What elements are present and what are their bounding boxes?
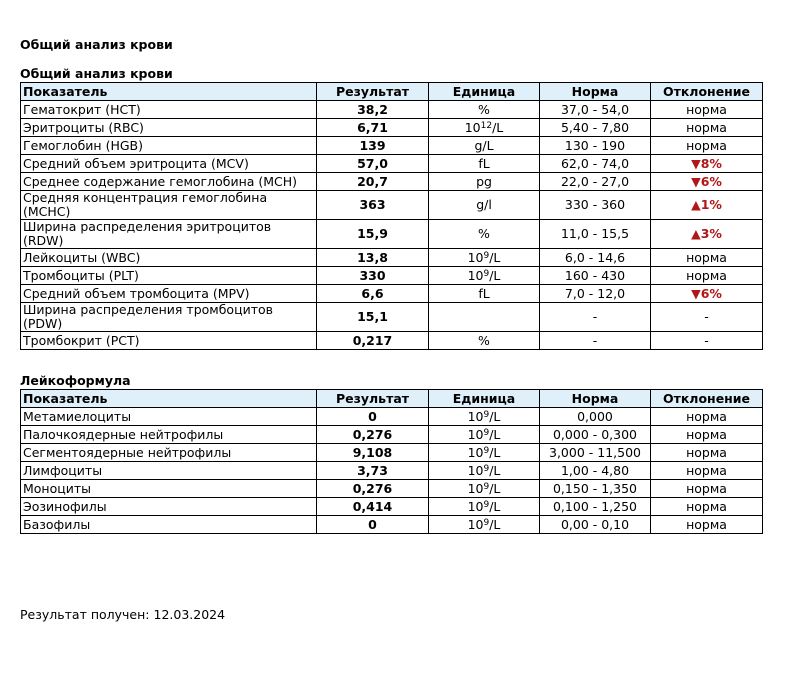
row-norm: 0,150 - 1,350 bbox=[540, 480, 651, 498]
row-deviation: норма bbox=[651, 267, 763, 285]
header-unit: Единица bbox=[429, 83, 540, 101]
row-norm: 0,00 - 0,10 bbox=[540, 516, 651, 534]
table-row bbox=[21, 332, 763, 350]
deviation-flag: ▲3% bbox=[651, 220, 763, 249]
row-name: Сегментоядерные нейтрофилы bbox=[21, 444, 317, 462]
row-name: Эозинофилы bbox=[21, 498, 317, 516]
row-result: 0,276 bbox=[317, 426, 429, 444]
unit-base: 10 bbox=[467, 427, 484, 442]
row-unit bbox=[429, 426, 540, 444]
row-name: Средний объем эритроцита (MCV) bbox=[21, 155, 317, 173]
row-result: 9,108 bbox=[317, 444, 429, 462]
unit-exponent: 9 bbox=[483, 410, 490, 420]
row-unit bbox=[429, 101, 540, 119]
section-cbc bbox=[20, 66, 763, 350]
row-deviation: норма bbox=[651, 249, 763, 267]
row-result: 139 bbox=[317, 137, 429, 155]
deviation-flag: ▼6% bbox=[651, 173, 763, 191]
result-date: 12.03.2024 bbox=[153, 607, 226, 622]
row-norm: 3,000 - 11,500 bbox=[540, 444, 651, 462]
row-result: 6,71 bbox=[317, 119, 429, 137]
row-result: 3,73 bbox=[317, 462, 429, 480]
row-unit bbox=[429, 220, 540, 249]
unit-base: 10 bbox=[467, 481, 484, 496]
unit-base: % bbox=[478, 102, 490, 117]
header-name: Показатель bbox=[21, 83, 317, 101]
row-unit bbox=[429, 332, 540, 350]
table-row bbox=[21, 480, 763, 498]
unit-base: % bbox=[478, 226, 490, 241]
unit-exponent: 9 bbox=[483, 251, 490, 261]
unit-tail: /L bbox=[489, 499, 501, 514]
unit-base: 10 bbox=[467, 463, 484, 478]
unit-exponent: 9 bbox=[483, 269, 490, 279]
section-title: Лейкоформула bbox=[20, 373, 131, 388]
row-unit bbox=[429, 303, 540, 332]
unit-base: pg bbox=[476, 174, 492, 189]
unit-exponent: 9 bbox=[483, 500, 490, 510]
results-table bbox=[20, 389, 763, 534]
header-norm: Норма bbox=[540, 390, 651, 408]
row-result: 57,0 bbox=[317, 155, 429, 173]
row-unit bbox=[429, 119, 540, 137]
row-norm: 130 - 190 bbox=[540, 137, 651, 155]
unit-tail: /L bbox=[489, 409, 501, 424]
page-title: Общий анализ крови bbox=[20, 37, 173, 52]
row-norm: 330 - 360 bbox=[540, 191, 651, 220]
row-unit bbox=[429, 137, 540, 155]
row-unit bbox=[429, 498, 540, 516]
row-result: 0,276 bbox=[317, 480, 429, 498]
row-deviation: норма bbox=[651, 426, 763, 444]
section-leukoformula bbox=[20, 373, 763, 534]
row-name: Ширина распределения эритроцитов (RDW) bbox=[21, 220, 317, 249]
row-name: Базофилы bbox=[21, 516, 317, 534]
row-result: 20,7 bbox=[317, 173, 429, 191]
deviation-flag: ▼8% bbox=[651, 155, 763, 173]
table-row bbox=[21, 191, 763, 220]
footer-label: Результат получен: bbox=[20, 607, 150, 622]
unit-exponent: 9 bbox=[483, 428, 490, 438]
table-row bbox=[21, 516, 763, 534]
row-unit bbox=[429, 408, 540, 426]
row-unit bbox=[429, 267, 540, 285]
row-norm: 1,00 - 4,80 bbox=[540, 462, 651, 480]
row-name: Средний объем тромбоцита (MPV) bbox=[21, 285, 317, 303]
table-row bbox=[21, 285, 763, 303]
row-unit bbox=[429, 444, 540, 462]
row-deviation: норма bbox=[651, 101, 763, 119]
header-deviation: Отклонение bbox=[651, 83, 763, 101]
deviation-flag: ▼6% bbox=[651, 285, 763, 303]
table-row bbox=[21, 220, 763, 249]
row-unit bbox=[429, 516, 540, 534]
table-row bbox=[21, 267, 763, 285]
header-unit: Единица bbox=[429, 390, 540, 408]
unit-base: 10 bbox=[467, 409, 484, 424]
unit-exponent: 9 bbox=[483, 518, 490, 528]
row-result: 0,414 bbox=[317, 498, 429, 516]
row-deviation: - bbox=[651, 332, 763, 350]
row-deviation: - bbox=[651, 303, 763, 332]
row-unit bbox=[429, 173, 540, 191]
row-deviation: норма bbox=[651, 516, 763, 534]
row-norm: 22,0 - 27,0 bbox=[540, 173, 651, 191]
table-row bbox=[21, 137, 763, 155]
row-result: 15,9 bbox=[317, 220, 429, 249]
unit-base: % bbox=[478, 333, 490, 348]
row-result: 13,8 bbox=[317, 249, 429, 267]
unit-base: fL bbox=[478, 286, 490, 301]
row-unit bbox=[429, 285, 540, 303]
row-name: Гематокрит (HCT) bbox=[21, 101, 317, 119]
header-result: Результат bbox=[317, 83, 429, 101]
unit-tail: /L bbox=[489, 268, 501, 283]
table-row bbox=[21, 498, 763, 516]
table-row bbox=[21, 249, 763, 267]
row-result: 0 bbox=[317, 516, 429, 534]
table-row bbox=[21, 444, 763, 462]
table-row bbox=[21, 155, 763, 173]
row-unit bbox=[429, 462, 540, 480]
unit-exponent: 9 bbox=[483, 464, 490, 474]
row-norm: - bbox=[540, 332, 651, 350]
row-name: Ширина распределения тромбоцитов (PDW) bbox=[21, 303, 317, 332]
row-norm: 0,100 - 1,250 bbox=[540, 498, 651, 516]
unit-base: g/L bbox=[474, 138, 494, 153]
table-row bbox=[21, 303, 763, 332]
row-result: 6,6 bbox=[317, 285, 429, 303]
row-norm: 0,000 bbox=[540, 408, 651, 426]
unit-exponent: 12 bbox=[480, 121, 493, 131]
unit-base: 10 bbox=[467, 517, 484, 532]
row-norm: 6,0 - 14,6 bbox=[540, 249, 651, 267]
row-result: 15,1 bbox=[317, 303, 429, 332]
unit-tail: /L bbox=[489, 481, 501, 496]
unit-tail: /L bbox=[489, 463, 501, 478]
row-deviation: норма bbox=[651, 119, 763, 137]
results-table bbox=[20, 82, 763, 350]
unit-exponent: 9 bbox=[483, 446, 490, 456]
row-deviation: норма bbox=[651, 137, 763, 155]
row-norm: 7,0 - 12,0 bbox=[540, 285, 651, 303]
unit-base: 10 bbox=[464, 120, 481, 135]
row-deviation: норма bbox=[651, 480, 763, 498]
unit-tail: /L bbox=[489, 427, 501, 442]
unit-tail: /L bbox=[489, 445, 501, 460]
table-row bbox=[21, 173, 763, 191]
header-deviation: Отклонение bbox=[651, 390, 763, 408]
row-result: 0 bbox=[317, 408, 429, 426]
table-row bbox=[21, 101, 763, 119]
row-norm: 37,0 - 54,0 bbox=[540, 101, 651, 119]
table-row bbox=[21, 462, 763, 480]
unit-tail: /L bbox=[492, 120, 504, 135]
row-name: Эритроциты (RBC) bbox=[21, 119, 317, 137]
row-name: Средняя концентрация гемоглобина (MCHC) bbox=[21, 191, 317, 220]
row-name: Палочкоядерные нейтрофилы bbox=[21, 426, 317, 444]
unit-base: 10 bbox=[467, 445, 484, 460]
row-unit bbox=[429, 191, 540, 220]
row-norm: 62,0 - 74,0 bbox=[540, 155, 651, 173]
section-title: Общий анализ крови bbox=[20, 66, 173, 81]
row-unit bbox=[429, 480, 540, 498]
unit-base: g/l bbox=[476, 197, 492, 212]
header-name: Показатель bbox=[21, 390, 317, 408]
table-row bbox=[21, 119, 763, 137]
row-name: Лейкоциты (WBC) bbox=[21, 249, 317, 267]
row-deviation: норма bbox=[651, 462, 763, 480]
row-name: Метамиелоциты bbox=[21, 408, 317, 426]
table-header-row bbox=[21, 390, 763, 408]
row-unit bbox=[429, 155, 540, 173]
row-norm: - bbox=[540, 303, 651, 332]
row-norm: 0,000 - 0,300 bbox=[540, 426, 651, 444]
row-deviation: норма bbox=[651, 498, 763, 516]
row-name: Лимфоциты bbox=[21, 462, 317, 480]
unit-tail: /L bbox=[489, 250, 501, 265]
row-norm: 160 - 430 bbox=[540, 267, 651, 285]
row-unit bbox=[429, 249, 540, 267]
row-deviation: норма bbox=[651, 444, 763, 462]
row-norm: 5,40 - 7,80 bbox=[540, 119, 651, 137]
row-name: Моноциты bbox=[21, 480, 317, 498]
table-row bbox=[21, 408, 763, 426]
row-norm: 11,0 - 15,5 bbox=[540, 220, 651, 249]
unit-base: 10 bbox=[467, 499, 484, 514]
unit-base: fL bbox=[478, 156, 490, 171]
unit-tail: /L bbox=[489, 517, 501, 532]
result-footer bbox=[20, 607, 225, 622]
row-name: Гемоглобин (HGB) bbox=[21, 137, 317, 155]
row-result: 363 bbox=[317, 191, 429, 220]
unit-base: 10 bbox=[467, 268, 484, 283]
unit-base: 10 bbox=[467, 250, 484, 265]
row-result: 0,217 bbox=[317, 332, 429, 350]
row-name: Среднее содержание гемоглобина (MCH) bbox=[21, 173, 317, 191]
row-result: 38,2 bbox=[317, 101, 429, 119]
header-norm: Норма bbox=[540, 83, 651, 101]
row-name: Тромбокрит (PCT) bbox=[21, 332, 317, 350]
unit-exponent: 9 bbox=[483, 482, 490, 492]
table-header-row bbox=[21, 83, 763, 101]
row-result: 330 bbox=[317, 267, 429, 285]
row-name: Тромбоциты (PLT) bbox=[21, 267, 317, 285]
deviation-flag: ▲1% bbox=[651, 191, 763, 220]
table-row bbox=[21, 426, 763, 444]
row-deviation: норма bbox=[651, 408, 763, 426]
header-result: Результат bbox=[317, 390, 429, 408]
